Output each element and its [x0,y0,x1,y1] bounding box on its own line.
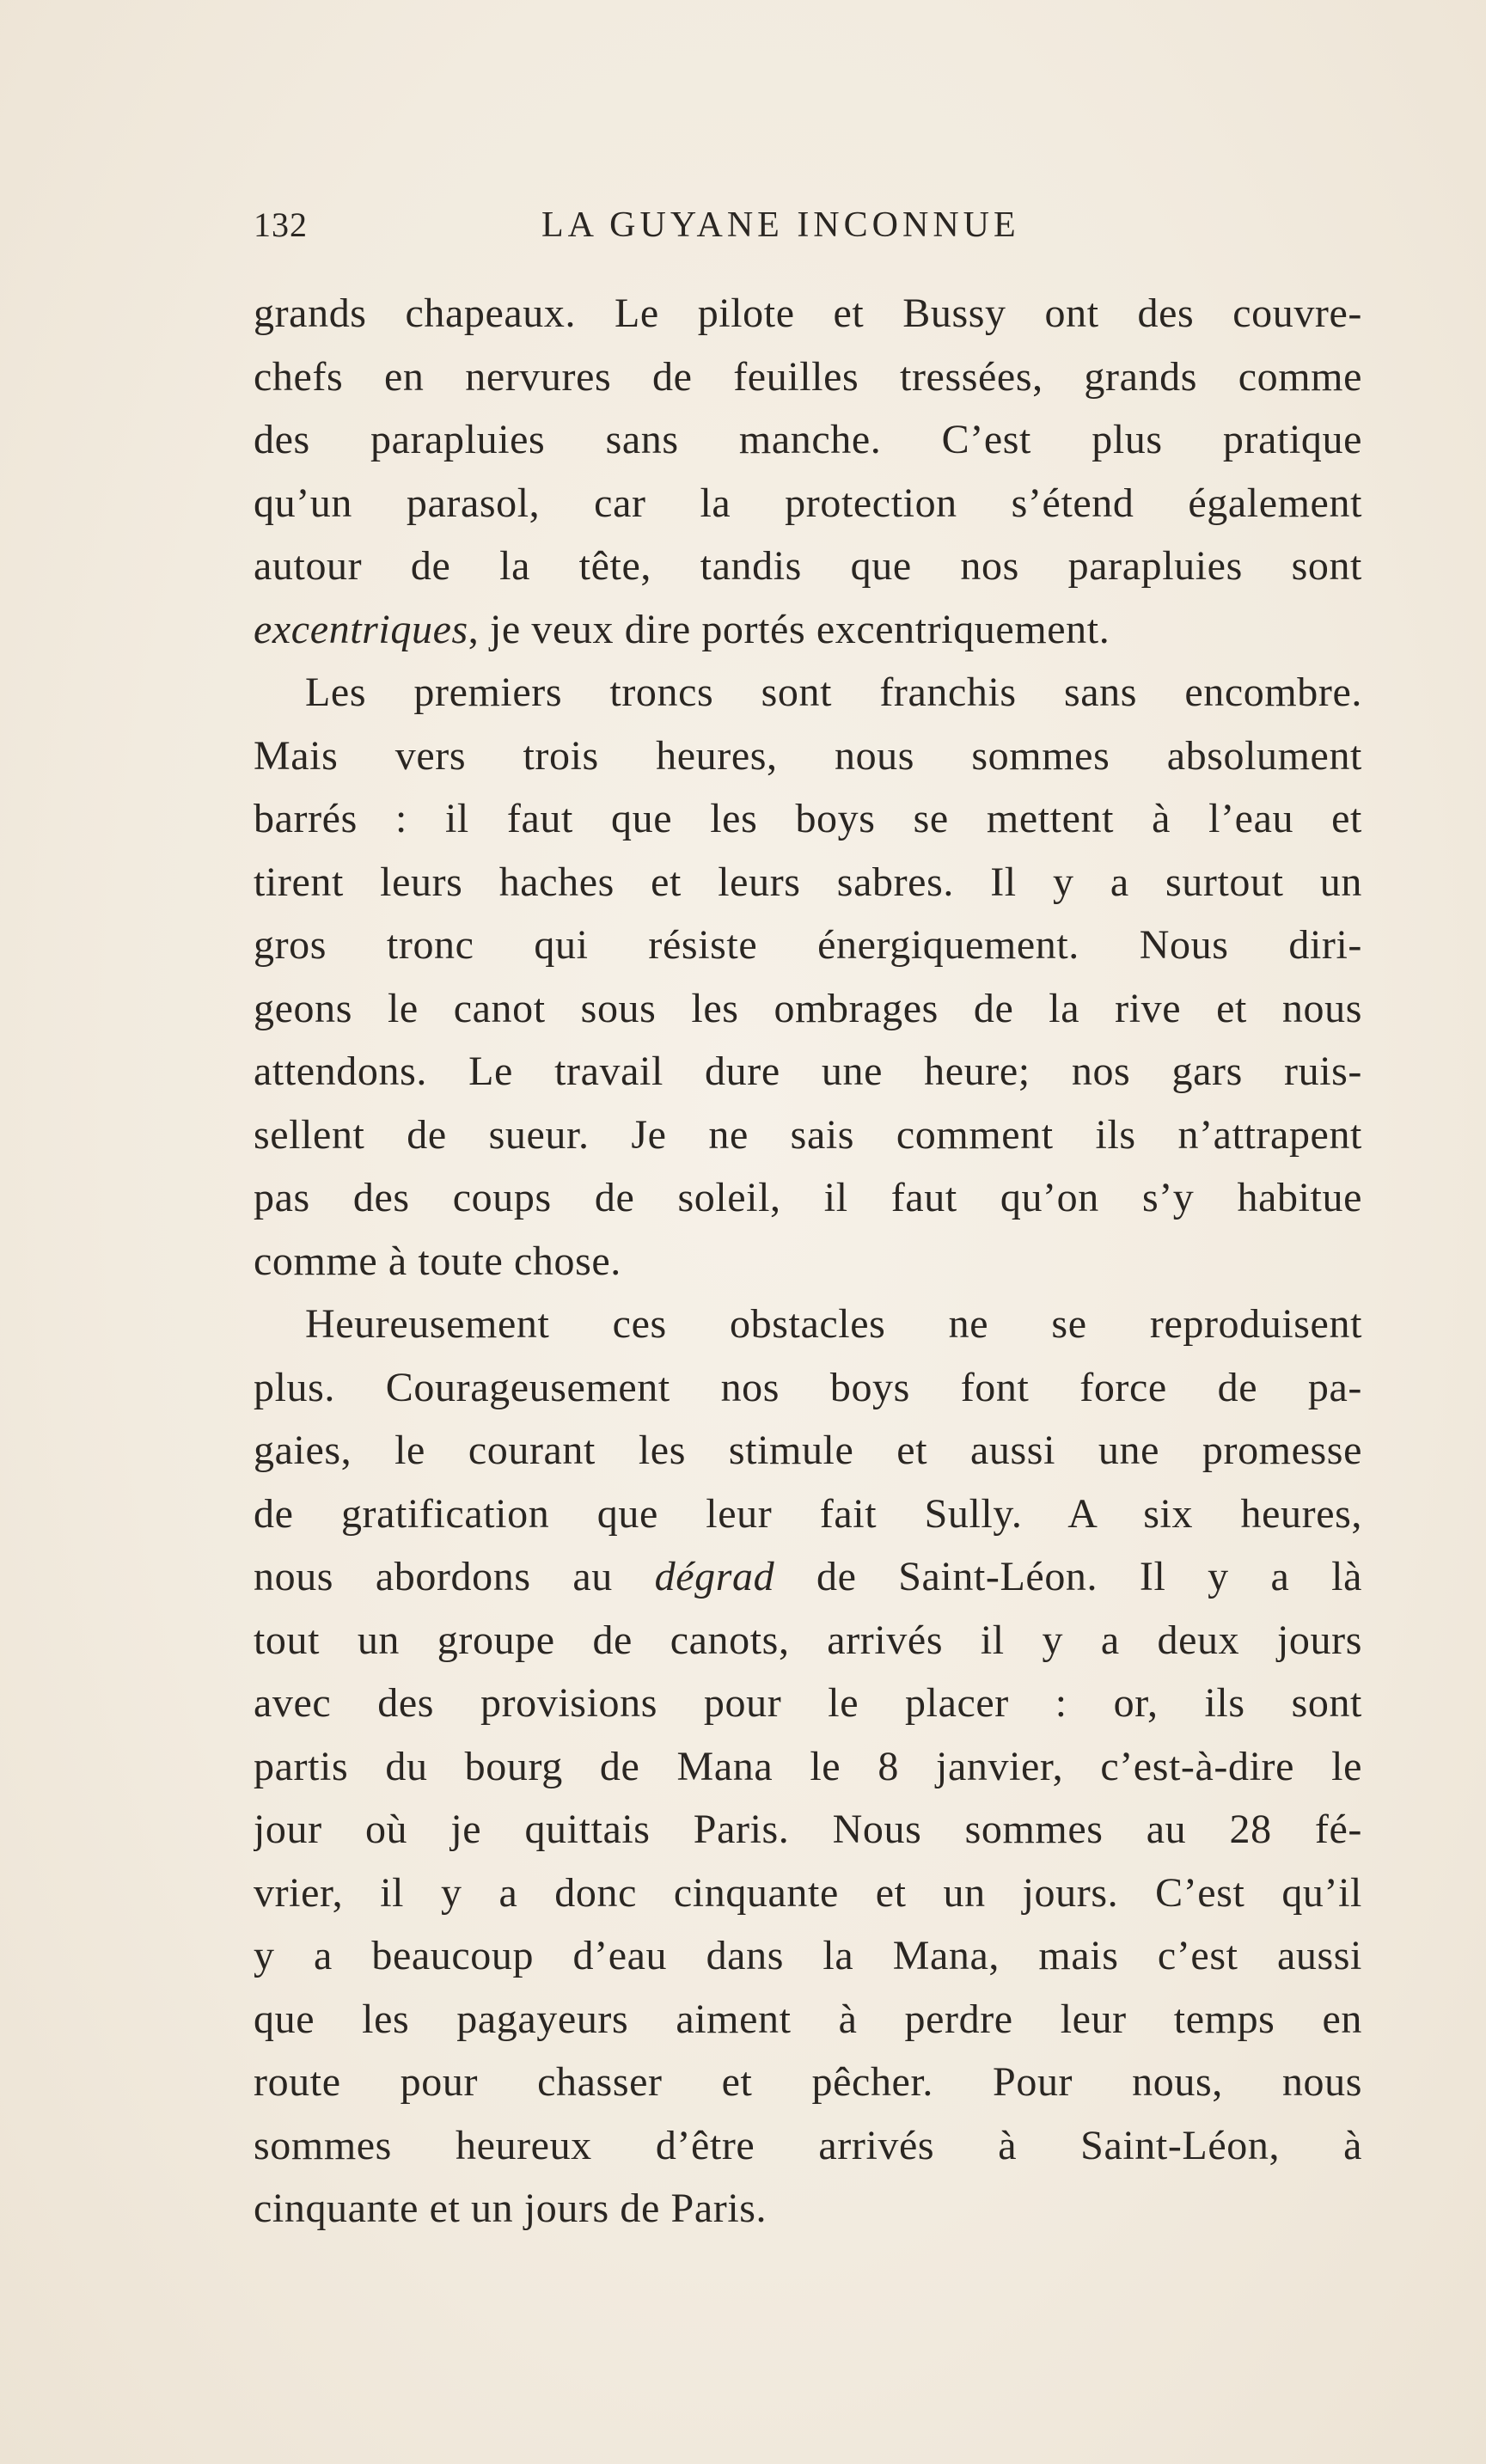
text-segment: barrés : il faut que les boys se mettent à l’eau et [254,796,1362,841]
text-segment: gros tronc qui résiste énergiquement. Nous diri- [254,922,1362,968]
text-segment: Les premiers troncs sont franchis sans encombre. [305,669,1362,715]
text-line [254,1230,1362,1293]
text-segment: cinquante et un jours de Paris. [254,2186,767,2231]
text-segment: de gratification que leur fait Sully. A six heures, [254,1490,1362,1537]
text-segment: partis du bourg de Mana le 8 janvier, c’est-à-dire le [254,1743,1362,1789]
italic-text: dégrad [654,1554,775,1599]
text-segment: Mais vers trois heures, nous sommes absolument [254,732,1362,779]
running-title: LA GUYANE INCONNUE [541,205,1020,245]
text-segment: avec des provisions pour le placer : or, ils sont [254,1680,1362,1726]
text-line [254,408,1362,472]
page-number: 132 [254,205,308,244]
text-line [254,1672,1362,1735]
text-segment: plus. Courageusement nos boys font force de pa- [254,1364,1362,1410]
text-segment: grands chapeaux. Le pilote et Bussy ont des couvre- [254,290,1362,336]
text-line [254,1609,1362,1672]
text-segment: attendons. Le travail dure une heure; nos gars ruis- [254,1049,1362,1094]
text-line [254,2177,1362,2241]
text-segment: jour où je quittais Paris. Nous sommes au 28 fé- [254,1807,1362,1852]
text-segment: de Saint-Léon. Il y a là [774,1554,1362,1599]
text-segment: sellent de sueur. Je ne sais comment ils n’attrapent [254,1111,1362,1158]
text-line [254,2051,1362,2114]
text-line [254,472,1362,535]
text-line [254,598,1362,662]
text-segment: autour de la tête, tandis que nos parapluies sont [254,543,1362,589]
text-line [254,1545,1362,1609]
text-line [254,1040,1362,1104]
text-segment: tout un groupe de canots, arrivés il y a deux jours [254,1617,1362,1663]
text-segment: comme à toute chose. [254,1238,621,1284]
text-line [254,725,1362,788]
text-segment: route pour chasser et pêcher. Pour nous, nous [254,2059,1362,2105]
text-line [254,1798,1362,1862]
text-segment: vrier, il y a donc cinquante et un jours. C’est qu’il [254,1869,1362,1916]
text-segment: chefs en nervures de feuilles tressées, grands comme [254,353,1362,400]
body-text [254,282,1362,2241]
text-line [254,1988,1362,2051]
text-line [254,1166,1362,1230]
text-line [254,661,1362,725]
text-segment: que les pagayeurs aiment à perdre leur temps en [254,1996,1362,2042]
running-head [254,205,1362,256]
text-segment: nous abordons au [254,1554,655,1599]
text-line [254,282,1362,345]
text-segment: tirent leurs haches et leurs sabres. Il y a surtout un [254,859,1362,905]
text-segment: , je veux dire portés excentriquement. [468,606,1110,652]
text-line [254,1293,1362,1356]
text-segment: Heureusement ces obstacles ne se reproduisent [305,1301,1362,1347]
text-line [254,1735,1362,1799]
text-line [254,1419,1362,1483]
text-segment: des parapluies sans manche. C’est plus pratique [254,417,1362,462]
text-line [254,914,1362,977]
italic-text: excentriques [254,606,468,652]
text-line [254,1924,1362,1988]
text-line [254,1483,1362,1546]
text-segment: qu’un parasol, car la protection s’étend également [254,480,1362,526]
text-line [254,977,1362,1041]
text-segment: gaies, le courant les stimule et aussi une promesse [254,1428,1362,1473]
text-line [254,2114,1362,2178]
text-line [254,345,1362,409]
text-line [254,535,1362,598]
text-segment: geons le canot sous les ombrages de la rive et nous [254,985,1362,1031]
text-segment: y a beaucoup d’eau dans la Mana, mais c’est aussi [254,1933,1362,1978]
text-segment: pas des coups de soleil, il faut qu’on s’y habitue [254,1175,1362,1220]
text-line [254,1356,1362,1420]
text-line [254,1104,1362,1167]
text-line [254,851,1362,914]
text-line [254,1862,1362,1925]
text-segment: sommes heureux d’être arrivés à Saint-Léon, à [254,2122,1362,2168]
text-line [254,787,1362,851]
